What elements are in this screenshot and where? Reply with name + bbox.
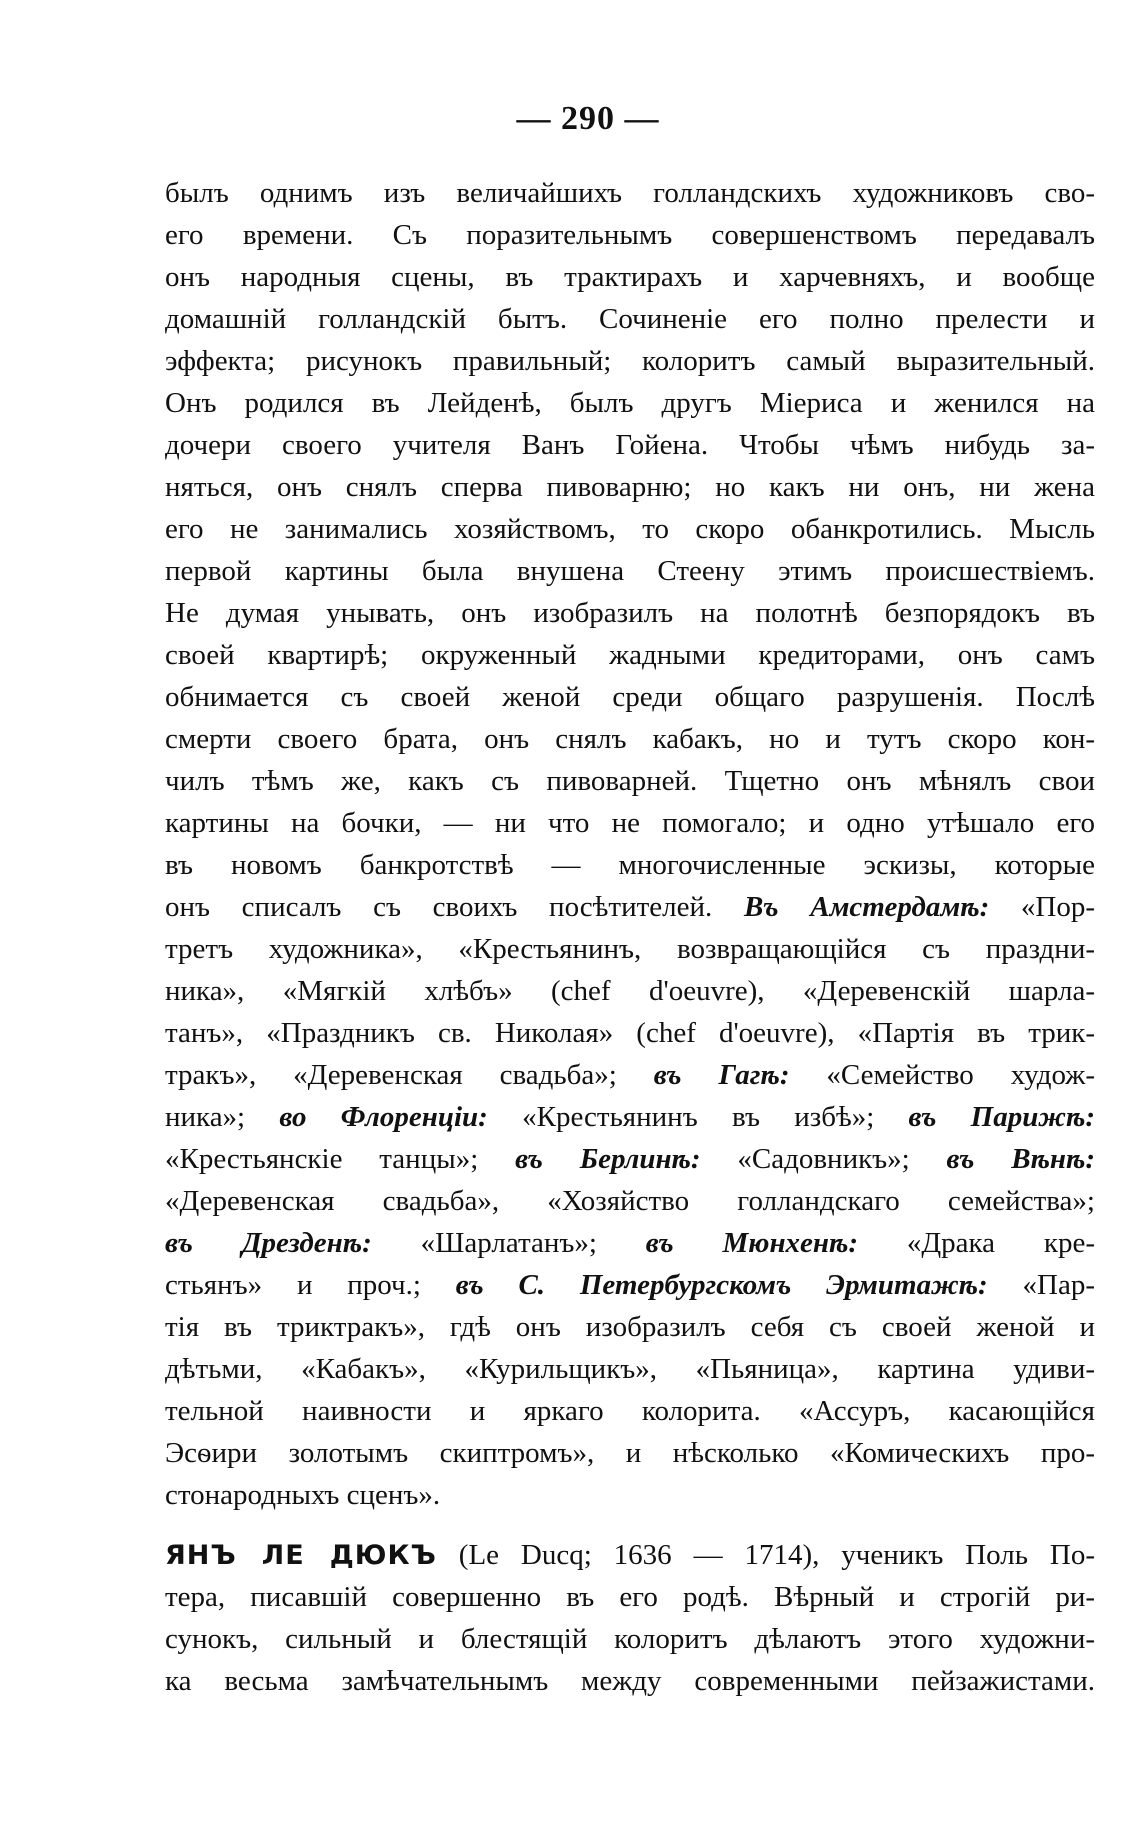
text-line: третъ художника», «Крестьянинъ, возвращающійся съ праздни- <box>165 933 1095 965</box>
text-line: Не думая унывать, онъ изобразилъ на полотнѣ безпорядокъ въ <box>165 597 1095 629</box>
text-line: тера, писавшій совершенно въ его родѣ. Вѣрный и строгій ри- <box>165 1581 1095 1613</box>
text-line <box>165 886 1095 928</box>
text-span: «Драка кре- <box>858 1227 1096 1259</box>
text-span: (Le Ducq; 1636 — 1714), ученикъ Поль По- <box>436 1539 1095 1571</box>
text-line: ка весьма замѣчательнымъ между современными пейзажистами. <box>165 1665 1095 1697</box>
location-italic: въ Вѣнѣ: <box>946 1143 1096 1175</box>
text-span: онъ списалъ съ своихъ посѣтителей. <box>165 891 744 923</box>
text-line <box>165 1222 1095 1264</box>
text-span: ника»; <box>165 1101 280 1133</box>
page-number: — 290 — <box>516 100 660 137</box>
artist-name-heading: ЯНЪ ЛЕ ДЮКЪ <box>165 1540 437 1571</box>
text-span: «Шарлатанъ»; <box>371 1227 646 1259</box>
location-italic: въ Берлинѣ: <box>515 1143 701 1175</box>
text-line: обнимается съ своей женой среди общаго разрушенія. Послѣ <box>165 681 1095 713</box>
text-line: тія въ триктракъ», гдѣ онъ изобразилъ себя съ своей женой и <box>165 1311 1095 1343</box>
text-line: своей квартирѣ; окруженный жадными кредиторами, онъ самъ <box>165 639 1095 671</box>
text-span: «Пар- <box>987 1269 1095 1301</box>
text-line: чилъ тѣмъ же, какъ съ пивоварней. Тщетно онъ мѣнялъ свои <box>165 765 1095 797</box>
text-line: няться, онъ снялъ сперва пивоварню; но какъ ни онъ, ни жена <box>165 471 1095 503</box>
location-italic: въ Мюнхенѣ: <box>645 1227 859 1259</box>
text-span: «Садовникъ»; <box>700 1143 947 1175</box>
text-span: «Пор- <box>989 891 1095 923</box>
main-text <box>165 172 1095 1702</box>
text-line: сунокъ, сильный и блестящій колоритъ дѣлаютъ этого художни- <box>165 1623 1095 1655</box>
text-line: эффекта; рисунокъ правильный; колоритъ самый выразительный. <box>165 345 1095 377</box>
text-span: «Крестьянскіе танцы»; <box>165 1143 516 1175</box>
text-line <box>165 1138 1095 1180</box>
location-italic: въ Дрезденѣ: <box>165 1227 372 1259</box>
location-italic: въ С. Петербургскомъ Эрмитажѣ: <box>455 1269 988 1301</box>
text-line <box>165 1096 1095 1138</box>
text-line: въ новомъ банкротствѣ — многочисленные эскизы, которые <box>165 849 1095 881</box>
location-italic: въ Гагѣ: <box>653 1059 790 1091</box>
text-line: Онъ родился въ Лейденѣ, былъ другъ Міериса и женился на <box>165 387 1095 419</box>
text-line: домашній голландскій бытъ. Сочиненіе его полно прелести и <box>165 303 1095 335</box>
location-italic: Въ Амстердамѣ: <box>743 891 990 923</box>
text-line: былъ однимъ изъ величайшихъ голландскихъ художниковъ сво- <box>165 177 1095 209</box>
text-line: тельной наивности и яркаго колорита. «Ассуръ, касающійся <box>165 1395 1095 1427</box>
text-span: «Семейство худож- <box>789 1059 1095 1091</box>
text-line: онъ народныя сцены, въ трактирахъ и харчевняхъ, и вообще <box>165 261 1095 293</box>
text-line: первой картины была внушена Стеену этимъ происшествіемъ. <box>165 555 1095 587</box>
text-line: Эсѳири золотымъ скиптромъ», и нѣсколько «Комическихъ про- <box>165 1437 1095 1469</box>
text-span: «Крестьянинъ въ избѣ»; <box>487 1101 909 1133</box>
text-span: тракъ», «Деревенская свадьба»; <box>165 1059 654 1091</box>
text-line: дѣтьми, «Кабакъ», «Курильщикъ», «Пьяница», картина удиви- <box>165 1353 1095 1385</box>
location-italic: въ Парижѣ: <box>908 1101 1095 1133</box>
text-line: картины на бочки, — ни что не помогало; и одно утѣшало его <box>165 807 1095 839</box>
location-italic: во Флоренціи: <box>279 1101 488 1133</box>
text-span: стьянъ» и проч.; <box>165 1269 456 1301</box>
text-line <box>165 1054 1095 1096</box>
text-line: стонародныхъ сценъ». <box>165 1479 441 1511</box>
text-line <box>165 1534 1095 1576</box>
text-line <box>165 1264 1095 1306</box>
text-line: танъ», «Праздникъ св. Николая» (chef d'oeuvre), «Партія въ трик- <box>165 1017 1095 1049</box>
text-line: смерти своего брата, онъ снялъ кабакъ, но и тутъ скоро кон- <box>165 723 1095 755</box>
text-line: ника», «Мягкій хлѣбъ» (chef d'oeuvre), «Деревенскій шарла- <box>165 975 1095 1007</box>
text-line: дочери своего учителя Ванъ Гойена. Чтобы чѣмъ нибудь за- <box>165 429 1095 461</box>
text-line: его не занимались хозяйствомъ, то скоро обанкротились. Мысль <box>165 513 1095 545</box>
text-line: «Деревенская свадьба», «Хозяйство голландскаго семейства»; <box>165 1185 1095 1217</box>
text-line: его времени. Съ поразительнымъ совершенствомъ передавалъ <box>165 219 1095 251</box>
